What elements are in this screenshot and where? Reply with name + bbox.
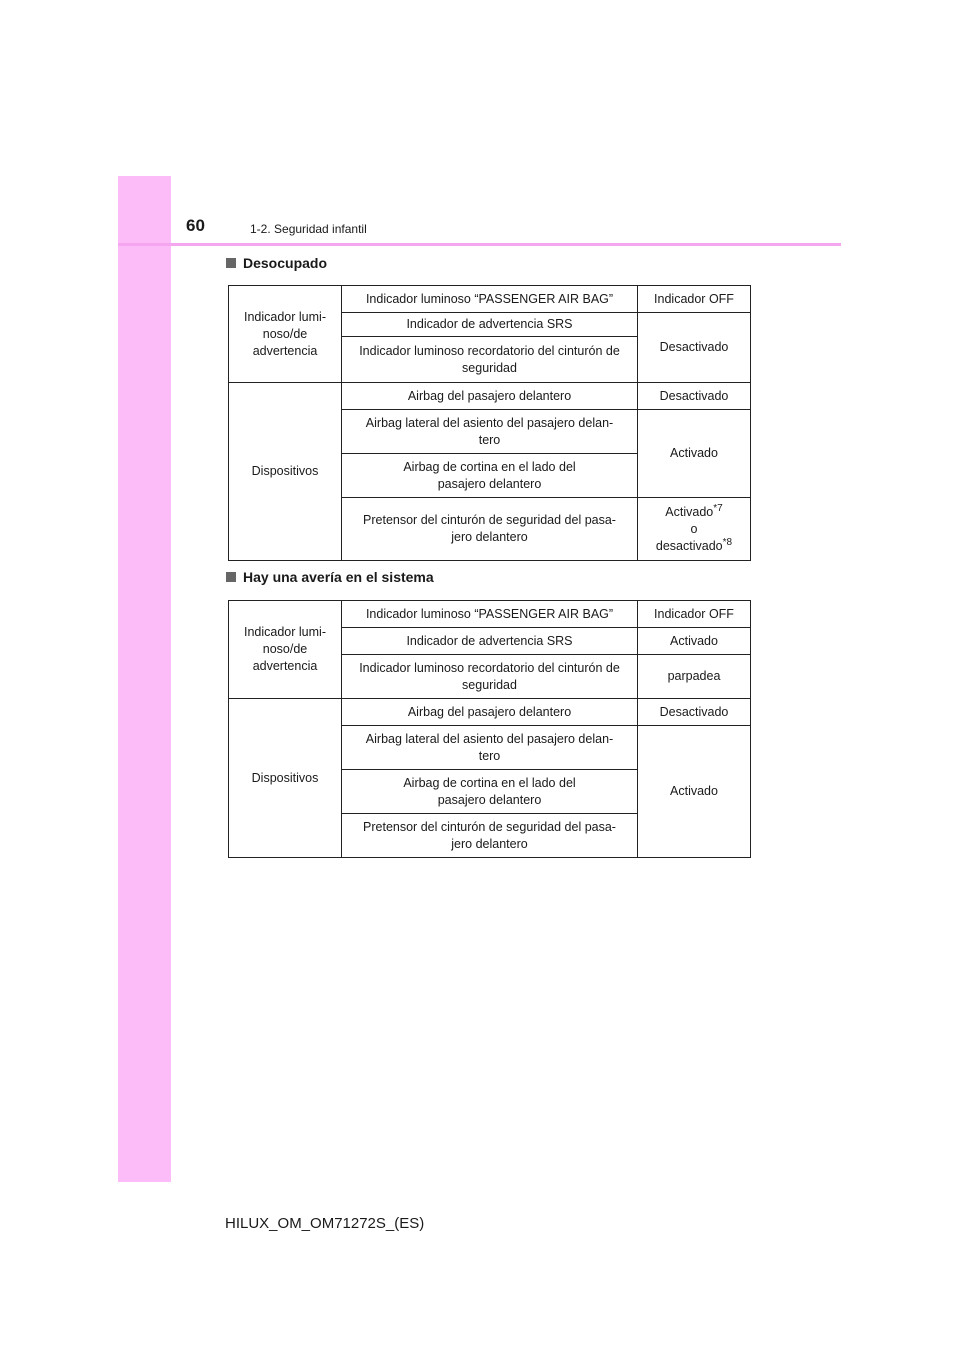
item-cell: Indicador de advertencia SRS bbox=[342, 628, 638, 655]
state-cell: Activado bbox=[638, 628, 751, 655]
state-cell bbox=[638, 498, 751, 561]
footnote-ref: *7 bbox=[713, 502, 723, 514]
square-bullet-icon bbox=[226, 258, 236, 268]
table-row bbox=[229, 601, 751, 628]
chapter-sidebar-tab bbox=[118, 176, 171, 1182]
state-deactivated: desactivado bbox=[655, 538, 723, 553]
header-rule bbox=[118, 243, 841, 246]
state-cell: Activado bbox=[638, 410, 751, 498]
heading-system-fault bbox=[226, 569, 434, 585]
table-row bbox=[229, 699, 751, 726]
state-or: o bbox=[690, 521, 698, 536]
state-cell: Desactivado bbox=[638, 383, 751, 410]
group-indicators: Indicador lumi- noso/de advertencia bbox=[229, 286, 342, 383]
state-cell: Activado bbox=[638, 726, 751, 858]
state-line bbox=[646, 538, 742, 555]
state-cell: Indicador OFF bbox=[638, 601, 751, 628]
item-cell: Airbag de cortina en el lado del pasajero delantero bbox=[342, 770, 638, 814]
item-cell: Airbag de cortina en el lado del pasajero delantero bbox=[342, 454, 638, 498]
state-activated: Activado bbox=[665, 504, 714, 519]
item-cell: Indicador luminoso recordatorio del cinturón de seguridad bbox=[342, 337, 638, 383]
table-row bbox=[229, 383, 751, 410]
state-line bbox=[646, 504, 742, 521]
item-cell: Airbag del pasajero delantero bbox=[342, 699, 638, 726]
group-devices: Dispositivos bbox=[229, 383, 342, 561]
group-devices: Dispositivos bbox=[229, 699, 342, 858]
group-indicators: Indicador lumi- noso/de advertencia bbox=[229, 601, 342, 699]
item-cell: Indicador luminoso recordatorio del cinturón de seguridad bbox=[342, 655, 638, 699]
table-unoccupied bbox=[228, 285, 751, 561]
state-cell: Indicador OFF bbox=[638, 286, 751, 313]
footnote-ref: *8 bbox=[722, 536, 733, 548]
item-cell: Airbag lateral del asiento del pasajero delan- tero bbox=[342, 410, 638, 454]
item-cell: Airbag lateral del asiento del pasajero delan- tero bbox=[342, 726, 638, 770]
document-code: HILUX_OM_OM71272S_(ES) bbox=[225, 1215, 425, 1232]
state-cell: Desactivado bbox=[638, 699, 751, 726]
table-system-fault bbox=[228, 600, 751, 858]
section-title: 1-2. Seguridad infantil bbox=[250, 222, 367, 236]
square-bullet-icon bbox=[226, 572, 236, 582]
heading-text: Desocupado bbox=[243, 255, 328, 271]
item-cell: Indicador de advertencia SRS bbox=[342, 313, 638, 337]
page-number: 60 bbox=[186, 216, 205, 235]
heading-unoccupied bbox=[226, 255, 327, 271]
item-cell: Indicador luminoso “PASSENGER AIR BAG” bbox=[342, 286, 638, 313]
table-row bbox=[229, 286, 751, 313]
item-cell: Pretensor del cinturón de seguridad del pasa- jero delantero bbox=[342, 814, 638, 858]
item-cell: Pretensor del cinturón de seguridad del pasa- jero delantero bbox=[342, 498, 638, 561]
item-cell: Indicador luminoso “PASSENGER AIR BAG” bbox=[342, 601, 638, 628]
state-cell: Desactivado bbox=[638, 313, 751, 383]
heading-text: Hay una avería en el sistema bbox=[243, 569, 434, 585]
state-cell: parpadea bbox=[638, 655, 751, 699]
item-cell: Airbag del pasajero delantero bbox=[342, 383, 638, 410]
